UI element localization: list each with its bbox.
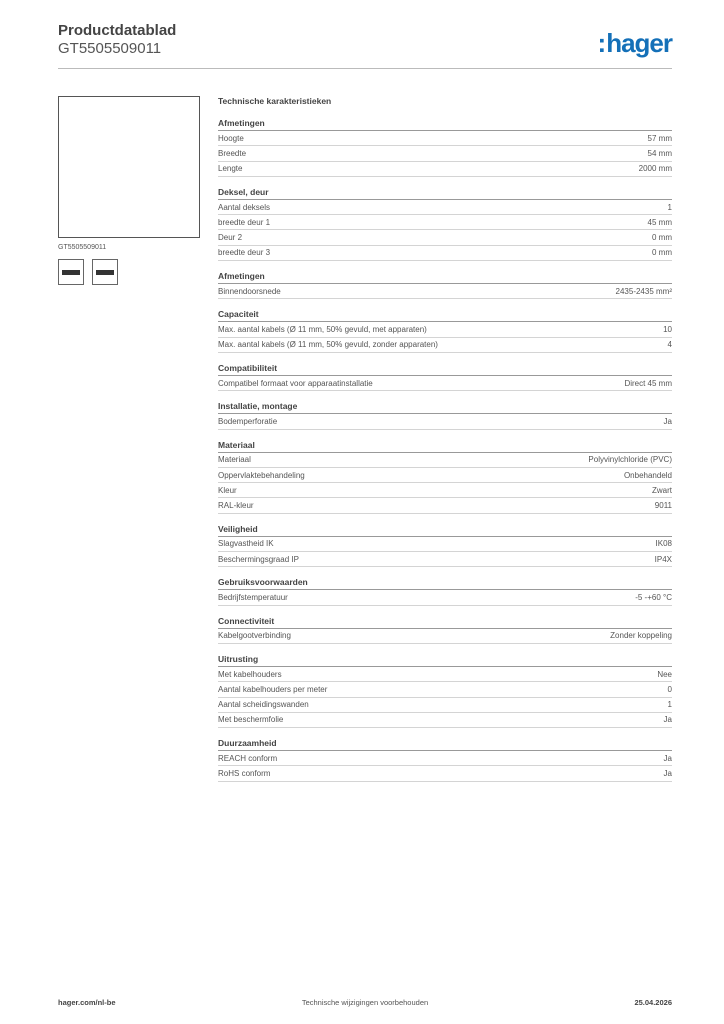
spec-row: [218, 146, 672, 161]
spec-value: Polyvinylchloride (PVC): [588, 455, 672, 465]
spec-label: RoHS conform: [218, 769, 271, 779]
spec-value: 9011: [654, 501, 672, 511]
spec-row: [218, 230, 672, 245]
product-icon: [62, 270, 80, 275]
spec-value: Nee: [657, 669, 672, 679]
spec-label: Lengte: [218, 164, 243, 174]
spec-value: -5 -+60 °C: [635, 592, 672, 602]
footer-website[interactable]: hager.com/nl-be: [58, 998, 116, 1007]
spec-section: [218, 524, 672, 568]
spec-value: Ja: [663, 753, 672, 763]
spec-label: Beschermingsgraad IP: [218, 554, 299, 564]
spec-label: Binnendoorsnede: [218, 286, 281, 296]
section-title: Capaciteit: [218, 309, 672, 322]
section-title: Compatibiliteit: [218, 363, 672, 376]
spec-row: [218, 552, 672, 567]
specs-heading: Technische karakteristieken: [218, 96, 332, 106]
spec-value: Onbehandeld: [623, 470, 672, 480]
spec-label: Breedte: [218, 148, 247, 158]
section-title: Veiligheid: [218, 524, 672, 537]
spec-value: IP4X: [654, 554, 672, 564]
spec-value: 1: [667, 700, 672, 710]
spec-row: [218, 629, 672, 644]
footer-date: 25.04.2026: [634, 998, 672, 1007]
spec-section: [218, 401, 672, 429]
spec-row: [218, 698, 672, 713]
spec-row: [218, 322, 672, 337]
spec-label: breedte deur 1: [218, 217, 271, 227]
spec-label: Kleur: [218, 485, 237, 495]
spec-section: [218, 118, 672, 177]
spec-row: [218, 667, 672, 682]
spec-row: [218, 682, 672, 697]
spec-label: Hoogte: [218, 133, 244, 143]
spec-value: 0 mm: [652, 248, 672, 258]
spec-row: [218, 468, 672, 483]
spec-value: 54 mm: [647, 148, 672, 158]
section-title: Afmetingen: [218, 271, 672, 284]
spec-label: Slagvastheid IK: [218, 539, 274, 549]
footer-disclaimer: Technische wijzigingen voorbehouden: [301, 998, 429, 1007]
spec-value: 10: [663, 325, 672, 335]
section-title: Deksel, deur: [218, 187, 672, 200]
spec-section: [218, 440, 672, 514]
spec-value: IK08: [655, 539, 672, 549]
spec-value: Zonder koppeling: [610, 631, 672, 641]
section-title: Duurzaamheid: [218, 738, 672, 751]
spec-value: 45 mm: [647, 217, 672, 227]
spec-row: [218, 200, 672, 215]
spec-label: Compatibel formaat voor apparaatinstallatie: [218, 378, 373, 388]
spec-label: Oppervlaktebehandeling: [218, 470, 305, 480]
section-title: Gebruiksvoorwaarden: [218, 577, 672, 590]
spec-value: 4: [667, 340, 672, 350]
logo-text: hager: [606, 28, 672, 58]
spec-value: 0 mm: [652, 233, 672, 243]
spec-row: [218, 590, 672, 605]
spec-section: [218, 616, 672, 644]
spec-row: [218, 284, 672, 299]
spec-section: [218, 187, 672, 261]
spec-value: 2000 mm: [638, 164, 672, 174]
spec-label: breedte deur 3: [218, 248, 271, 258]
product-icon: [96, 270, 114, 275]
hager-logo: [598, 28, 672, 59]
spec-row: [218, 483, 672, 498]
spec-row: [218, 338, 672, 353]
section-title: Afmetingen: [218, 118, 672, 131]
header-divider: [58, 68, 672, 69]
spec-label: Bedrijfstemperatuur: [218, 592, 288, 602]
spec-row: [218, 215, 672, 230]
spec-value: 1: [667, 202, 672, 212]
spec-value: Ja: [663, 715, 672, 725]
spec-row: [218, 498, 672, 513]
spec-section: [218, 738, 672, 782]
spec-label: Aantal deksels: [218, 202, 271, 212]
section-title: Materiaal: [218, 440, 672, 453]
spec-section: [218, 654, 672, 728]
spec-value: 2435-2435 mm²: [615, 286, 672, 296]
spec-row: [218, 453, 672, 468]
product-code: GT5505509011: [58, 40, 162, 57]
spec-value: Ja: [663, 769, 672, 779]
specs-sections: [218, 118, 672, 782]
section-title: Connectiviteit: [218, 616, 672, 629]
spec-value: 0: [667, 684, 672, 694]
spec-label: Deur 2: [218, 233, 243, 243]
technical-specs: [218, 96, 672, 792]
section-title: Uitrusting: [218, 654, 672, 667]
spec-row: [218, 131, 672, 146]
spec-row: [218, 537, 672, 552]
spec-row: [218, 751, 672, 766]
page-header: [58, 22, 672, 68]
spec-value: Ja: [663, 416, 672, 426]
spec-label: Max. aantal kabels (Ø 11 mm, 50% gevuld, met apparaten): [218, 325, 427, 335]
spec-value: Zwart: [652, 485, 672, 495]
spec-label: Aantal kabelhouders per meter: [218, 684, 328, 694]
spec-section: [218, 309, 672, 353]
product-image-caption: GT5505509011: [58, 244, 107, 251]
section-title: Installatie, montage: [218, 401, 672, 414]
spec-row: [218, 713, 672, 728]
product-image: [58, 96, 200, 238]
spec-label: Kabelgootverbinding: [218, 631, 291, 641]
spec-row: [218, 376, 672, 391]
logo-dots: :: [597, 28, 606, 58]
spec-label: Max. aantal kabels (Ø 11 mm, 50% gevuld, zonder apparaten): [218, 340, 438, 350]
spec-row: [218, 766, 672, 781]
spec-label: Aantal scheidingswanden: [218, 700, 309, 710]
thumbnail-1[interactable]: [58, 259, 84, 285]
product-image-panel: [58, 96, 202, 285]
spec-row: [218, 162, 672, 177]
thumbnail-strip: [58, 259, 202, 285]
spec-row: [218, 246, 672, 261]
spec-row: [218, 414, 672, 429]
spec-label: Met beschermfolie: [218, 715, 284, 725]
spec-section: [218, 271, 672, 299]
thumbnail-2[interactable]: [92, 259, 118, 285]
spec-section: [218, 577, 672, 605]
spec-label: RAL-kleur: [218, 501, 254, 511]
document-title: Productdatablad: [58, 22, 177, 39]
spec-label: REACH conform: [218, 753, 278, 763]
spec-label: Materiaal: [218, 455, 251, 465]
spec-section: [218, 363, 672, 391]
spec-label: Met kabelhouders: [218, 669, 282, 679]
spec-value: 57 mm: [647, 133, 672, 143]
spec-value: Direct 45 mm: [624, 378, 672, 388]
spec-label: Bodemperforatie: [218, 416, 278, 426]
